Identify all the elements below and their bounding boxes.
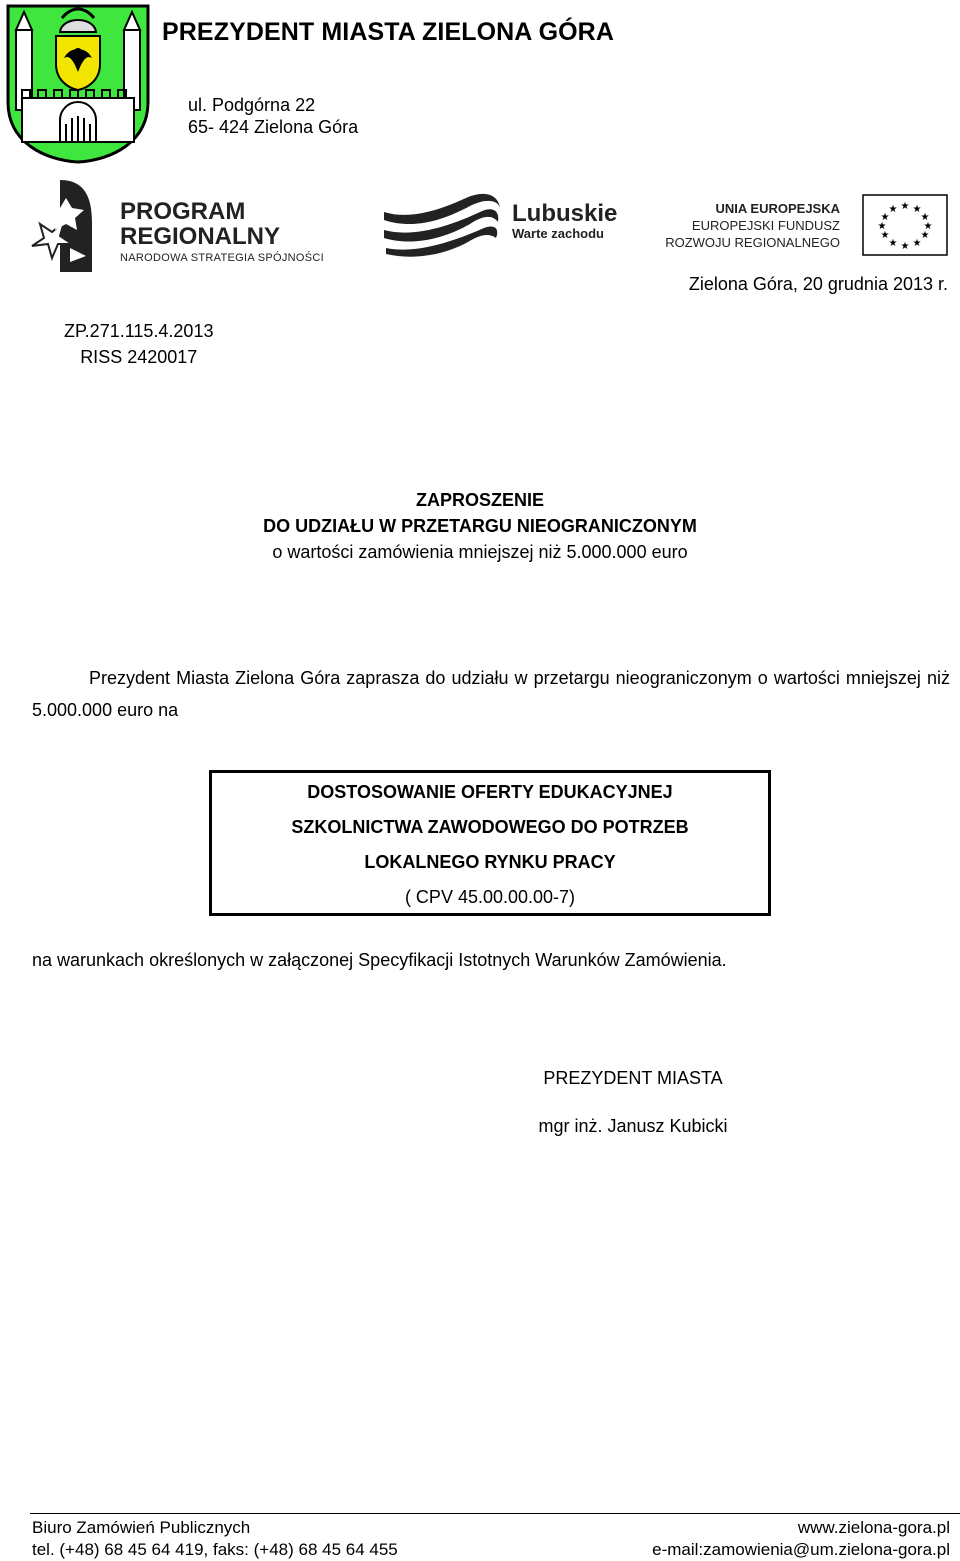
address-street: ul. Podgórna 22	[188, 95, 316, 115]
svg-text:★: ★	[923, 221, 933, 232]
subject-cpv: ( CPV 45.00.00.00-7)	[404, 887, 576, 907]
eu-line2: EUROPEJSKI FUNDUSZ	[691, 218, 840, 233]
svg-text:★: ★	[900, 201, 910, 212]
subject-line1: DOSTOSOWANIE OFERTY EDUKACYJNEJ	[307, 782, 673, 802]
svg-text:★: ★	[877, 221, 887, 232]
lubuskie-tagline: Warte zachodu	[512, 226, 604, 241]
signature-name: mgr inż. Janusz Kubicki	[538, 1116, 728, 1136]
footer-email-link[interactable]: e-mail:zamowienia@um.zielona-gora.pl	[652, 1540, 950, 1559]
signature-block	[460, 1054, 806, 1150]
intro-paragraph	[32, 662, 950, 726]
footer-website-link[interactable]: www.zielona-gora.pl	[797, 1518, 950, 1537]
footer-phone: tel. (+48) 68 45 64 419, faks: (+48) 68 45 64 455	[32, 1540, 398, 1559]
invitation-title: ZAPROSZENIE	[415, 490, 544, 510]
subject-line2: SZKOLNICTWA ZAWODOWEGO DO POTRZEB	[291, 817, 689, 837]
footer-divider	[30, 1513, 960, 1514]
reference-number: ZP.271.115.4.2013	[64, 321, 214, 341]
svg-text:★: ★	[880, 212, 890, 223]
program-regionalny-line1: PROGRAM	[120, 198, 246, 225]
eu-fund-text	[665, 200, 840, 251]
invitation-value-note: o wartości zamówienia mniejszej niż 5.000.000 euro	[272, 542, 688, 562]
header-title: PREZYDENT MIASTA ZIELONA GÓRA	[162, 18, 614, 46]
footer	[32, 1517, 950, 1561]
lubuskie-name: Lubuskie	[512, 200, 618, 227]
invitation-subtitle: DO UDZIAŁU W PRZETARGU NIEOGRANICZONYM	[263, 516, 697, 536]
header-address	[188, 94, 358, 138]
eu-flag-icon	[862, 194, 948, 256]
document-date: Zielona Góra, 20 grudnia 2013 r.	[688, 274, 948, 294]
svg-text:★: ★	[920, 212, 930, 223]
svg-text:★: ★	[888, 238, 898, 249]
subject-line3: LOKALNEGO RYNKU PRACY	[364, 852, 616, 872]
intro-text: Prezydent Miasta Zielona Góra zaprasza do udziału w przetargu nieograniczonym o wartości mniejszej niż 5.000.000 euro na	[32, 668, 950, 720]
address-city: 65- 424 Zielona Góra	[188, 117, 359, 137]
svg-text:★: ★	[888, 204, 898, 215]
svg-text:★: ★	[900, 241, 910, 252]
city-crest-logo	[2, 2, 154, 164]
program-regionalny-line3: NARODOWA STRATEGIA SPÓJNOŚCI	[120, 252, 324, 264]
svg-text:★: ★	[920, 230, 930, 241]
signature-role: PREZYDENT MIASTA	[543, 1068, 723, 1088]
svg-text:★: ★	[912, 204, 922, 215]
riss-number: RISS 2420017	[80, 347, 198, 367]
subject-box	[209, 770, 771, 916]
eu-line3: ROZWOJU REGIONALNEGO	[665, 235, 840, 250]
eu-line1: UNIA EUROPEJSKA	[715, 201, 840, 216]
svg-text:★: ★	[880, 230, 890, 241]
svg-text:★: ★	[912, 238, 922, 249]
conditions-text: na warunkach określonych w załączonej Specyfikacji Istotnych Warunków Zamówienia.	[32, 950, 727, 970]
invitation-heading	[0, 487, 960, 565]
lubuskie-wave-icon	[380, 190, 508, 260]
reference-block	[64, 318, 213, 370]
footer-office: Biuro Zamówień Publicznych	[32, 1518, 251, 1537]
program-regionalny-line2: REGIONALNY	[120, 223, 281, 250]
